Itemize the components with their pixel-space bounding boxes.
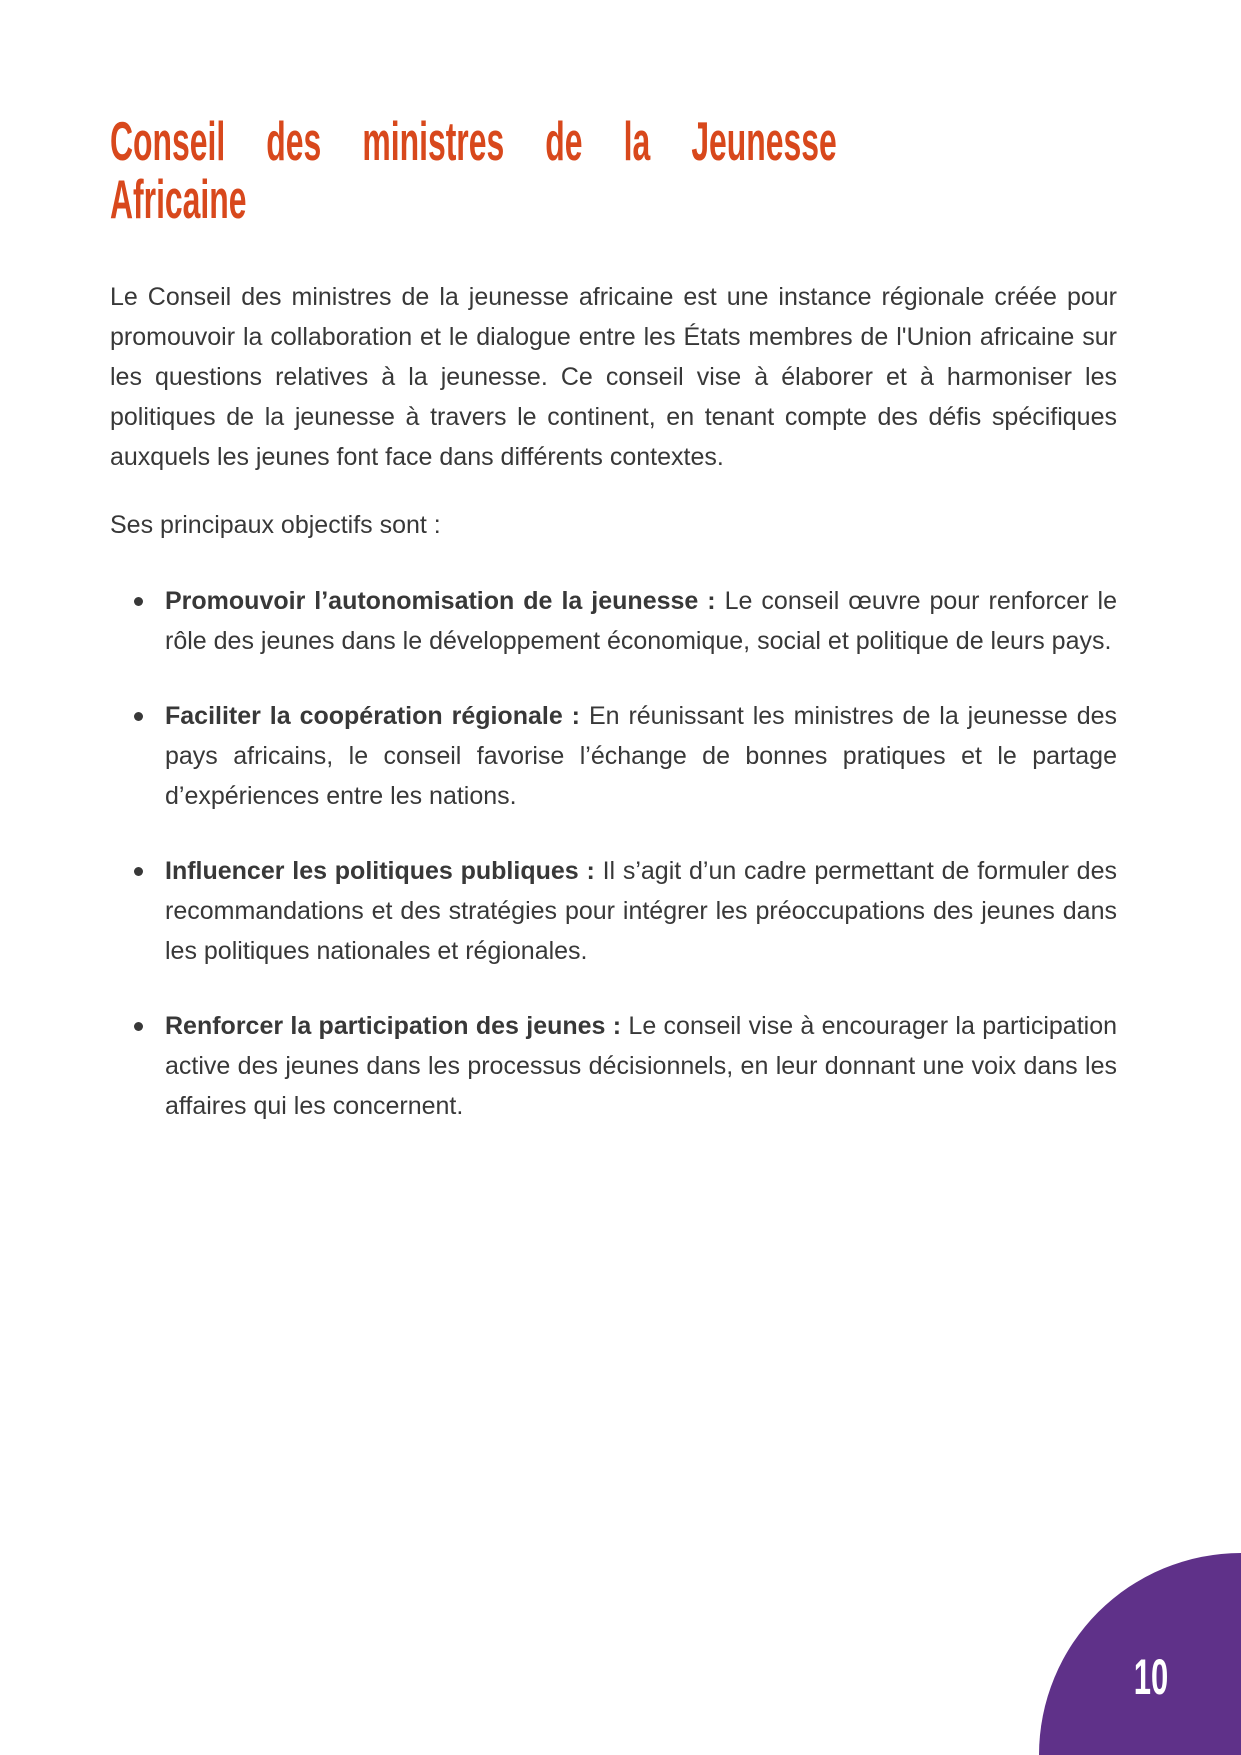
bullet-icon [134,1022,143,1031]
page-number: 10 [1133,1649,1169,1705]
list-item-objective-3 [110,851,1117,971]
page-title-scale-wrapper [110,112,837,228]
objective-text: Il s’agit d’un cadre permettant de formuler des recommandations et des stratégies pour intégrer les préoccupations des jeunes dans les politiques nationales et régionales. [165,857,1117,965]
page-content [110,277,1117,1126]
page-title [110,112,1241,228]
page-title-line1: Conseil des ministres de la Jeunesse [110,110,837,172]
objective-text: Le conseil vise à encourager la participation active des jeunes dans les processus décisionnels, en leur donnant une voix dans les affaires qui les concernent. [165,1012,1117,1120]
list-item-objective-1 [110,581,1117,661]
intro-paragraph: Le Conseil des ministres de la jeunesse africaine est une instance régionale créée pour promouvoir la collaboration et le dialogue entre les États membres de l'Union africaine sur les questions relatives à la jeunesse. Ce conseil vise à élaborer et à harmoniser les politiques de la jeunesse à travers le continent, en tenant compte des défis spécifiques auxquels les jeunes font face dans différents contextes. [110,283,1117,471]
objectives-lead: Ses principaux objectifs sont : [110,511,441,539]
list-item-objective-4 [110,1006,1117,1126]
objective-title: Faciliter la coopération régionale : [165,702,580,730]
objective-title: Promouvoir l’autonomisation de la jeunesse : [165,587,716,615]
bullet-icon [134,712,143,721]
list-item-objective-2 [110,696,1117,816]
bullet-icon [134,867,143,876]
objective-text: Le conseil œuvre pour renforcer le rôle des jeunes dans le développement économique, social et politique de leurs pays. [165,587,1117,655]
objectives-list [110,581,1117,1126]
page-title-line2: Africaine [110,168,247,230]
objective-text: En réunissant les ministres de la jeunesse des pays africains, le conseil favorise l’échange de bonnes pratiques et le partage d’expériences entre les nations. [165,702,1117,810]
objective-title: Influencer les politiques publiques : [165,857,595,885]
bullet-icon [134,597,143,606]
objective-title: Renforcer la participation des jeunes : [165,1012,622,1040]
